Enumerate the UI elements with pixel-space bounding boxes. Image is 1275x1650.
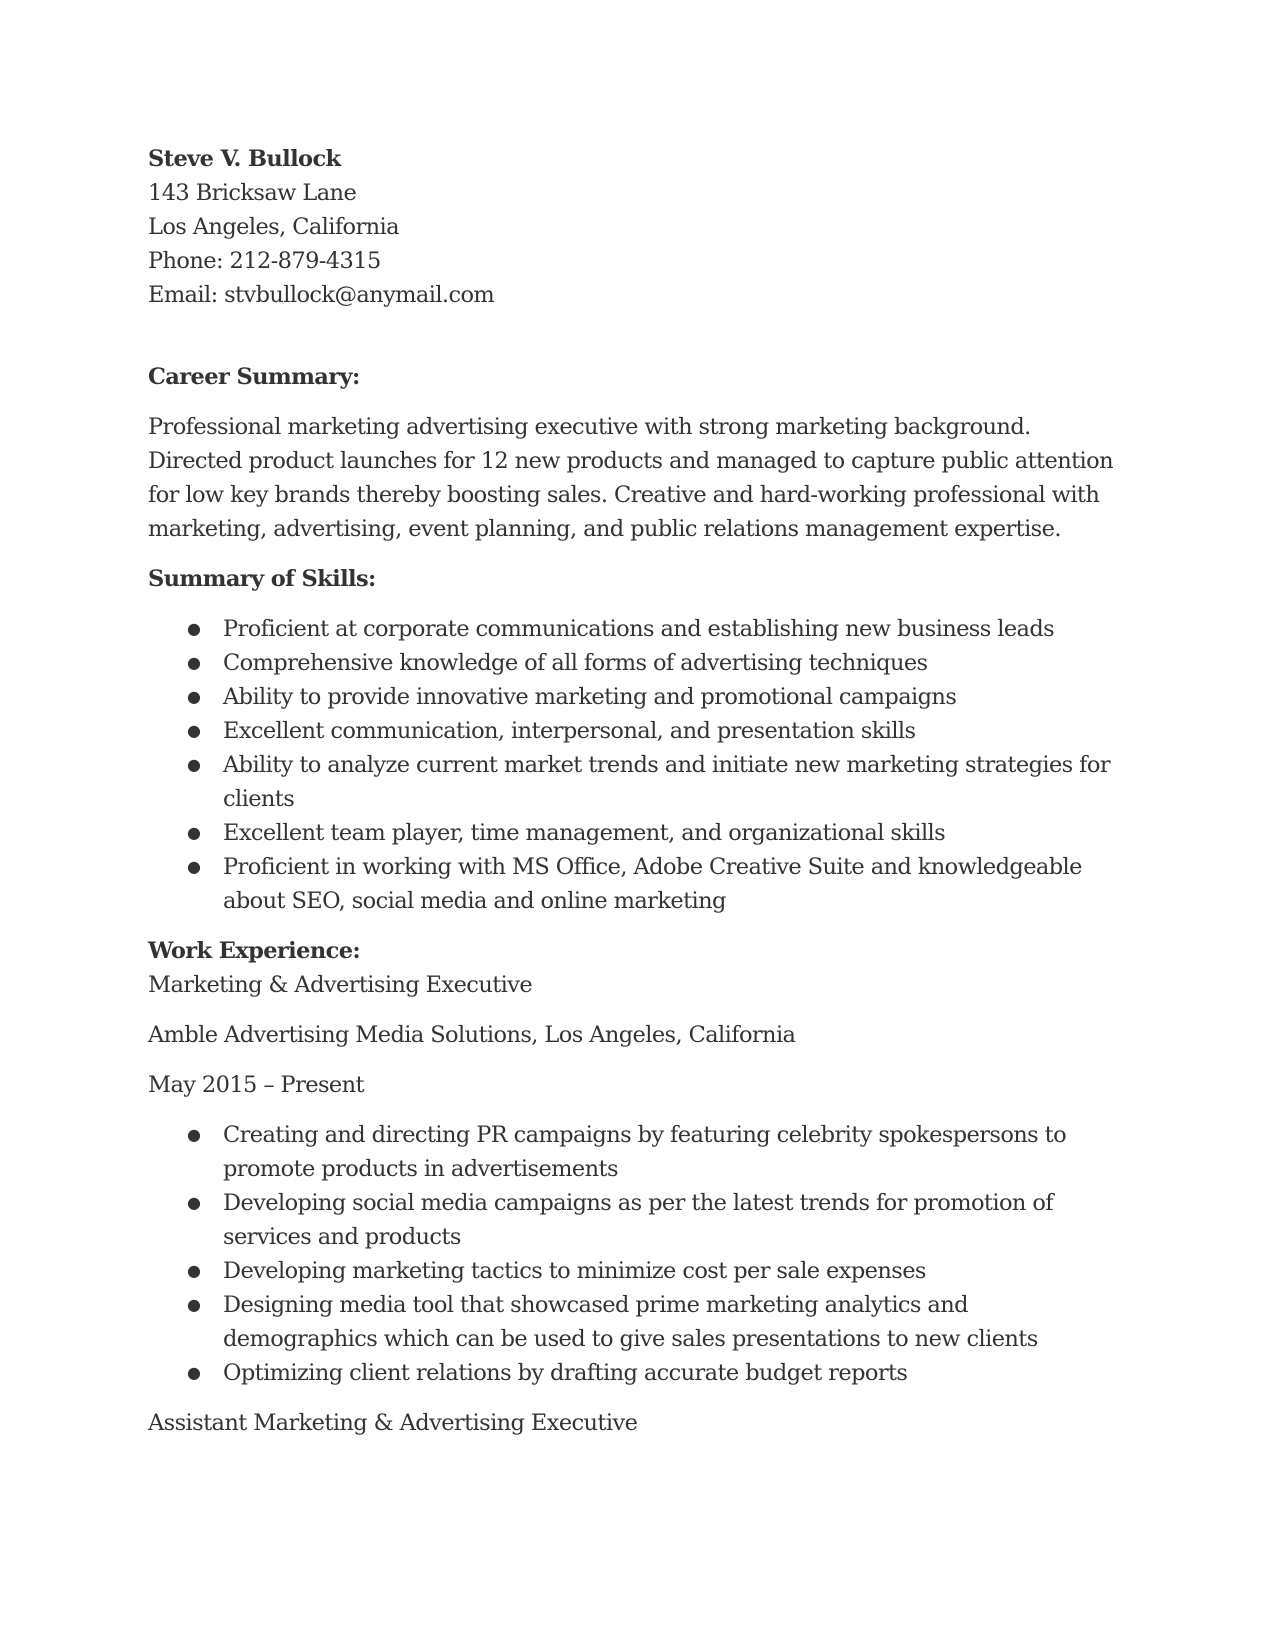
contact-address: 143 Bricksaw Lane	[148, 180, 357, 206]
job-duties-list	[148, 1118, 1128, 1390]
job-dates: May 2015 – Present	[148, 1072, 364, 1098]
bullet-icon: ●	[187, 1193, 201, 1212]
spacer	[148, 918, 1128, 934]
contact-email: Email: stvbullock@anymail.com	[148, 282, 495, 308]
bullet-icon: ●	[187, 755, 201, 774]
skills-list-item	[148, 850, 1123, 918]
job-company: Amble Advertising Media Solutions, Los Angeles, California	[148, 1022, 796, 1048]
job-duty-item	[148, 1356, 1123, 1390]
bullet-icon: ●	[187, 1125, 201, 1144]
contact-city: Los Angeles, California	[148, 214, 399, 240]
job-title: Assistant Marketing & Advertising Executive	[148, 1410, 638, 1436]
skills-list-item	[148, 612, 1123, 646]
bullet-icon: ●	[187, 823, 201, 842]
skill-text: Excellent team player, time management, and organizational skills	[223, 820, 946, 846]
duty-text: Creating and directing PR campaigns by featuring celebrity spokespersons to promote products in advertisements	[223, 1122, 1067, 1182]
job-title: Marketing & Advertising Executive	[148, 972, 533, 998]
spacer	[148, 596, 1128, 612]
spacer	[148, 312, 1128, 360]
bullet-icon: ●	[187, 1295, 201, 1314]
skill-text: Ability to provide innovative marketing and promotional campaigns	[223, 684, 957, 710]
job-duty-item	[148, 1254, 1123, 1288]
skill-text: Comprehensive knowledge of all forms of advertising techniques	[223, 650, 928, 676]
skills-list-item	[148, 646, 1123, 680]
bullet-icon: ●	[187, 653, 201, 672]
job-duty-item	[148, 1118, 1123, 1186]
spacer	[148, 1052, 1128, 1068]
spacer	[148, 394, 1128, 410]
job-duty-item	[148, 1288, 1123, 1356]
spacer	[148, 1102, 1128, 1118]
resume-content	[148, 142, 1128, 1440]
skills-list-item	[148, 680, 1123, 714]
skill-text: Proficient at corporate communications and establishing new business leads	[223, 616, 1055, 642]
bullet-icon: ●	[187, 1261, 201, 1280]
bullet-icon: ●	[187, 619, 201, 638]
spacer	[148, 1390, 1128, 1406]
duty-text: Developing social media campaigns as per the latest trends for promotion of services and products	[223, 1190, 1054, 1250]
bullet-icon: ●	[187, 857, 201, 876]
skill-text: Proficient in working with MS Office, Adobe Creative Suite and knowledgeable about SEO, social media and online marketing	[223, 854, 1082, 914]
duty-text: Optimizing client relations by drafting accurate budget reports	[223, 1360, 908, 1386]
duty-text: Developing marketing tactics to minimize cost per sale expenses	[223, 1258, 926, 1284]
skill-text: Ability to analyze current market trends and initiate new marketing strategies for clients	[223, 752, 1111, 812]
skills-list-item	[148, 748, 1123, 816]
spacer	[148, 1002, 1128, 1018]
bullet-icon: ●	[187, 721, 201, 740]
skills-list	[148, 612, 1128, 918]
career-summary-text: Professional marketing advertising executive with strong marketing background. Directed product launches for 12 new products and managed to capture public attention for low key brands thereby boosting sales. Creative and hard-working professional with marketing, advertising, event planning, and public relations management expertise.	[148, 414, 1113, 542]
bullet-icon: ●	[187, 687, 201, 706]
work-experience-heading: Work Experience:	[148, 938, 361, 964]
contact-phone: Phone: 212-879-4315	[148, 248, 381, 274]
skills-heading: Summary of Skills:	[148, 566, 376, 592]
skill-text: Excellent communication, interpersonal, and presentation skills	[223, 718, 916, 744]
contact-name: Steve V. Bullock	[148, 146, 341, 172]
spacer	[148, 546, 1128, 562]
bullet-icon: ●	[187, 1363, 201, 1382]
skills-list-item	[148, 714, 1123, 748]
duty-text: Designing media tool that showcased prime marketing analytics and demographics which can be used to give sales presentations to new clients	[223, 1292, 1038, 1352]
career-summary-heading: Career Summary:	[148, 364, 360, 390]
skills-list-item	[148, 816, 1123, 850]
job-duty-item	[148, 1186, 1123, 1254]
